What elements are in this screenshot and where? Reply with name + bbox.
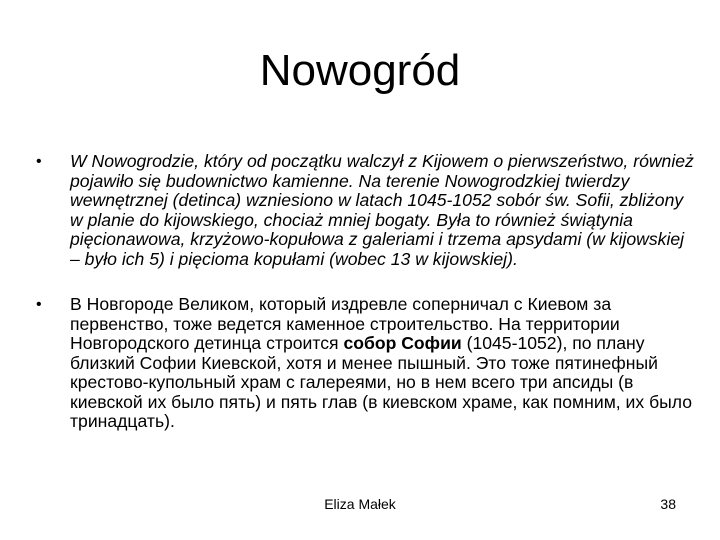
page-number: 38 [660, 496, 676, 512]
bullet-item-russian [36, 295, 696, 432]
bullet-dot-icon: • [36, 153, 42, 170]
bullet-item-polish [36, 152, 696, 269]
footer-author: Eliza Małek [324, 496, 396, 512]
slide-title: Nowogród [259, 46, 461, 95]
bullet-text-russian-end: (1045-1052), по плану близкий Софии Киевской, хотя и менее пышный. Это тоже пятинефный крестово-купольный храм с галереями, но в нем всего три апсиды (в киевской их было пять) и пять глав (в киевском храме, как помним, их было тринадцать). [70, 333, 693, 431]
bullet-text-russian-bold: собор Софии [343, 333, 462, 353]
bullet-text-polish: W Nowogrodzie, który od początku walczył z Kijowem o pierwszeństwo, również pojawiło się budownictwo kamienne. Na terenie Nowogrodzkiej twierdzy wewnętrznej (detinca) wzniesiono w latach 1045-1052 sobór św. Sofii, zbliżony w planie do kijowskiego, chociaż mniej bogaty. Była to również świątynia pięcionawowa, krzyżowo-kopułowa z galeriami i trzema apsydami (w kijowskiej – było ich 5) i pięcioma kopułami (wobec 13 w kijowskiej). [70, 151, 694, 269]
bullet-list [36, 152, 696, 432]
bullet-text-russian-start: В Новгороде Великом, который издревле соперничал с Киевом за первенство, тоже ведется каменное строительство. На территории Новгородского детинца строится [70, 294, 620, 353]
bullet-dot-icon: • [36, 296, 42, 313]
